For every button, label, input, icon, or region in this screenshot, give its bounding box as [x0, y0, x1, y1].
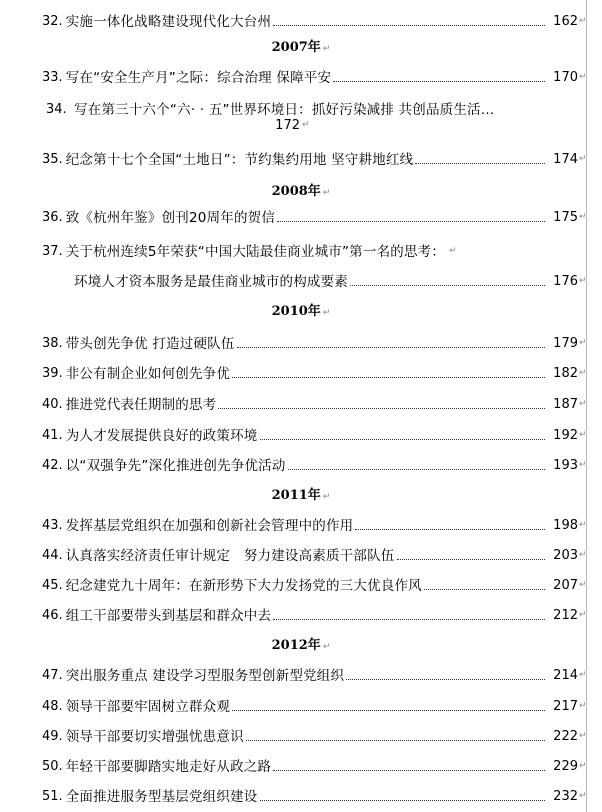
entry-page-number: 170 — [553, 70, 578, 85]
entry-number: 39. — [42, 366, 63, 381]
toc-year-heading — [0, 634, 602, 658]
paragraph-mark-icon: ↵ — [579, 368, 587, 378]
dot-leader — [246, 740, 545, 741]
entry-page-number: 187 — [553, 397, 578, 412]
dot-leader — [273, 25, 545, 26]
entry-page-number: 232 — [553, 789, 578, 804]
entry-page-number: 207 — [553, 578, 578, 593]
toc-entry-continuation[interactable] — [0, 270, 602, 294]
paragraph-mark-icon: ↵ — [579, 338, 587, 348]
entry-title[interactable]: 关于杭州连续5年荣获“中国大陆最佳商业城市”第一名的思考： — [65, 244, 446, 260]
toc-entry[interactable] — [0, 424, 602, 448]
entry-page-number: 203 — [553, 548, 578, 563]
entry-number: 40. — [42, 397, 63, 412]
entry-number: 43. — [42, 518, 63, 533]
dot-leader — [424, 589, 545, 590]
entry-title[interactable]: 非公有制企业如何创先争优 — [65, 366, 231, 382]
entry-title[interactable]: 推进党代表任期制的思考 — [65, 397, 217, 413]
dot-leader — [237, 347, 545, 348]
paragraph-mark-icon: ↵ — [322, 642, 331, 652]
entry-page-number: 193 — [553, 458, 578, 473]
entry-title[interactable]: 写在“安全生产月”之际：综合治理 保障平安 — [65, 70, 332, 86]
year-heading-text: 2012年 — [271, 638, 321, 653]
toc-year-heading — [0, 484, 602, 508]
paragraph-mark-icon: ↵ — [322, 308, 331, 318]
paragraph-mark-icon: ↵ — [579, 460, 587, 470]
entry-number: 48. — [42, 699, 63, 714]
toc-entry[interactable] — [0, 664, 602, 688]
toc-year-heading — [0, 300, 602, 324]
dot-leader — [277, 221, 545, 222]
entry-number: 37. — [42, 244, 63, 259]
entry-page-number: 172 — [275, 118, 300, 133]
dot-leader — [346, 679, 545, 680]
year-heading-text: 2011年 — [271, 488, 321, 503]
paragraph-mark-icon: ↵ — [579, 610, 587, 620]
entry-title[interactable]: 致《杭州年鉴》创刊20周年的贺信 — [65, 210, 276, 226]
toc-entry[interactable] — [0, 544, 602, 568]
entry-title[interactable]: 全面推进服务型基层党组织建设 — [65, 789, 258, 805]
entry-page-number: 182 — [553, 366, 578, 381]
entry-page-number: 175 — [553, 210, 578, 225]
entry-number: 42. — [42, 458, 63, 473]
entry-title[interactable]: 以“双强争先”深化推进创先争优活动 — [65, 458, 286, 474]
entry-title[interactable]: 突出服务重点 建设学习型服务型创新型党组织 — [65, 668, 345, 684]
entry-title[interactable]: 认真落实经济责任审计规定 努力建设高素质干部队伍 — [65, 548, 395, 564]
entry-number: 33. — [42, 70, 63, 85]
entry-page-number: 162 — [553, 14, 578, 29]
entry-number: 50. — [42, 759, 63, 774]
paragraph-mark-icon: ↵ — [579, 520, 587, 530]
toc-entry[interactable] — [0, 362, 602, 386]
year-heading-text: 2008年 — [271, 184, 321, 199]
paragraph-mark-icon: ↵ — [322, 188, 331, 198]
toc-entry[interactable] — [0, 604, 602, 628]
toc-entry[interactable] — [0, 98, 602, 133]
entry-page-number: 229 — [553, 759, 578, 774]
paragraph-mark-icon: ↵ — [579, 580, 587, 590]
paragraph-mark-icon: ↵ — [579, 212, 587, 222]
entry-number: 44. — [42, 548, 63, 563]
paragraph-mark-icon: ↵ — [579, 430, 587, 440]
dot-leader — [273, 770, 545, 771]
entry-page-number: 212 — [553, 608, 578, 623]
year-heading-text: 2010年 — [271, 304, 321, 319]
dot-leader — [260, 800, 546, 801]
toc-entry[interactable] — [0, 148, 602, 172]
entry-page-number: 179 — [553, 336, 578, 351]
entry-title[interactable]: 组工干部要带头到基层和群众中去 — [65, 608, 272, 624]
entry-page-number: 214 — [553, 668, 578, 683]
paragraph-mark-icon: ↵ — [579, 791, 587, 801]
paragraph-mark-icon: ↵ — [449, 246, 457, 256]
paragraph-mark-icon: ↵ — [302, 120, 310, 130]
dot-leader — [350, 285, 545, 286]
paragraph-mark-icon: ↵ — [579, 399, 587, 409]
paragraph-mark-icon: ↵ — [579, 761, 587, 771]
toc-entry[interactable] — [0, 10, 602, 34]
entry-title[interactable]: 实施一体化战略建设现代化大台州 — [65, 14, 272, 30]
entry-page-number: 222 — [553, 729, 578, 744]
toc-entry[interactable] — [0, 332, 602, 356]
entry-number: 38. — [42, 336, 63, 351]
paragraph-mark-icon: ↵ — [579, 276, 587, 286]
entry-number: 51. — [42, 789, 63, 804]
toc-entry[interactable] — [0, 240, 602, 264]
entry-number: 41. — [42, 428, 63, 443]
toc-year-heading — [0, 36, 602, 60]
paragraph-mark-icon: ↵ — [579, 670, 587, 680]
entry-title[interactable]: 带头创先争优 打造过硬队伍 — [65, 336, 235, 352]
year-heading-text: 2007年 — [271, 40, 321, 55]
dot-leader — [415, 163, 545, 164]
toc-entry[interactable] — [0, 514, 602, 538]
dot-leader — [288, 469, 545, 470]
toc-entry[interactable] — [0, 393, 602, 417]
paragraph-mark-icon: ↵ — [579, 731, 587, 741]
entry-number: 47. — [42, 668, 63, 683]
entry-page-number: 176 — [553, 274, 578, 289]
entry-page-number: 192 — [553, 428, 578, 443]
entry-number: 45. — [42, 578, 63, 593]
paragraph-mark-icon: ↵ — [579, 16, 587, 26]
toc-entry[interactable] — [0, 725, 602, 749]
entry-title[interactable]: 年轻干部要脚踏实地走好从政之路 — [65, 759, 272, 775]
dot-leader — [232, 377, 545, 378]
entry-number: 32. — [42, 14, 63, 29]
dot-leader — [273, 619, 545, 620]
toc-entry[interactable] — [0, 785, 602, 809]
dot-leader — [397, 559, 546, 560]
entry-number: 36. — [42, 210, 63, 225]
entry-number: 46. — [42, 608, 63, 623]
toc-entry[interactable] — [0, 66, 602, 90]
entry-title[interactable]: 纪念第十七个全国“土地日”：节约集约用地 坚守耕地红线 — [65, 152, 414, 168]
entry-title[interactable]: 为人才发展提供良好的政策环境 — [65, 428, 258, 444]
entry-page-number: 174 — [553, 152, 578, 167]
entry-title[interactable]: 发挥基层党组织在加强和创新社会管理中的作用 — [65, 518, 354, 534]
toc-entry[interactable] — [0, 454, 602, 478]
toc-year-heading — [0, 180, 602, 204]
entry-page-number: 198 — [553, 518, 578, 533]
entry-number: 49. — [42, 729, 63, 744]
paragraph-mark-icon: ↵ — [579, 154, 587, 164]
entry-title[interactable]: 纪念建党九十周年：在新形势下大力发扬党的三大优良作风 — [65, 578, 422, 594]
paragraph-mark-icon: ↵ — [322, 44, 331, 54]
toc-entry[interactable] — [0, 206, 602, 230]
dot-leader — [218, 408, 545, 409]
entry-title-continuation[interactable]: 环境人才资本服务是最佳商业城市的构成要素 — [74, 274, 348, 290]
toc-entry[interactable] — [0, 755, 602, 779]
entry-page-number: 217 — [553, 699, 578, 714]
entry-number: 34. — [46, 102, 67, 117]
paragraph-mark-icon: ↵ — [579, 550, 587, 560]
entry-number: 35. — [42, 152, 63, 167]
toc-entry[interactable] — [0, 574, 602, 598]
entry-title[interactable]: 写在第三十六个“六· · 五”世界环境日：抓好污染减排 共创品质生活… — [74, 102, 495, 118]
dot-leader — [260, 439, 546, 440]
dot-leader — [232, 710, 545, 711]
paragraph-mark-icon: ↵ — [322, 492, 331, 502]
paragraph-mark-icon: ↵ — [579, 72, 587, 82]
entry-title[interactable]: 领导干部要牢固树立群众观 — [65, 699, 231, 715]
dot-leader — [333, 81, 545, 82]
toc-entry[interactable] — [0, 695, 602, 719]
entry-title[interactable]: 领导干部要切实增强忧患意识 — [65, 729, 244, 745]
dot-leader — [355, 529, 545, 530]
paragraph-mark-icon: ↵ — [579, 701, 587, 711]
